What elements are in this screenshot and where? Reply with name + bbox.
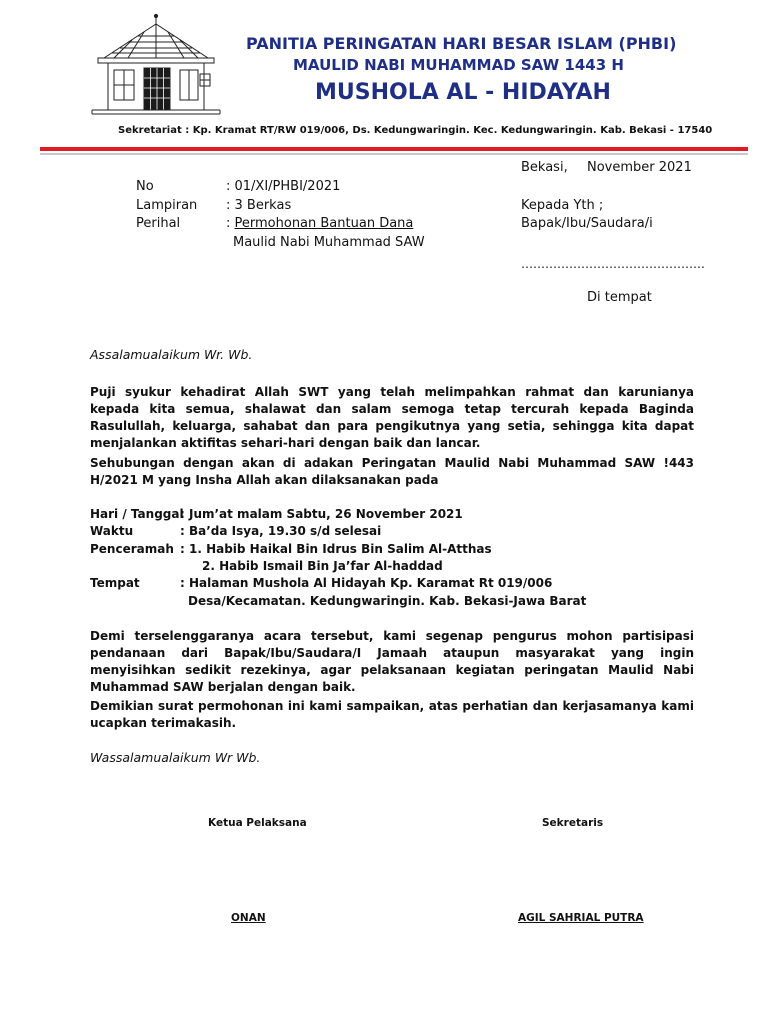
- penceramah-label: Penceramah: [90, 542, 174, 556]
- letter-city: Bekasi,: [521, 160, 568, 175]
- tempat-value-1: : Halaman Mushola Al Hidayah Kp. Karamat Rt 019/006: [180, 576, 553, 590]
- perihal-colon: :: [226, 216, 235, 231]
- hari-label: Hari / Tanggal: [90, 507, 184, 521]
- mosque-building-icon: [88, 12, 224, 120]
- closing-greeting: Wassalamualaikum Wr Wb.: [90, 750, 261, 765]
- signature-name-left: ONAN: [231, 912, 266, 924]
- recipient-kepada: Kepada Yth ;: [521, 198, 604, 213]
- waktu-value: : Ba’da Isya, 19.30 s/d selesai: [180, 524, 382, 538]
- org-title: PANITIA PERINGATAN HARI BESAR ISLAM (PHBI): [246, 34, 677, 53]
- event-title: MAULID NABI MUHAMMAD SAW 1443 H: [293, 56, 624, 74]
- no-label: No: [136, 179, 154, 194]
- penceramah-value-1: : 1. Habib Haikal Bin Idrus Bin Salim Al-Atthas: [180, 542, 492, 556]
- signature-name-right: AGIL SAHRIAL PUTRA: [518, 912, 644, 924]
- lampiran-label: Lampiran: [136, 198, 198, 213]
- header-divider-red: [40, 147, 748, 151]
- perihal-continuation: Maulid Nabi Muhammad SAW: [233, 235, 425, 250]
- paragraph-3: Demi terselenggaranya acara tersebut, kami segenap pengurus mohon partisipasi pendanaan dari Bapak/Ibu/Saudara/I Jamaah ataupun masyarakat yang ingin menyisihkan sedikit rezekinya, agar pelaksanaan kegiatan peringatan Maulid Nabi Muhammad SAW berjalan dengan baik.: [90, 629, 694, 694]
- detail-tempat: [90, 576, 552, 590]
- tempat-value-2: Desa/Kecamatan. Kedungwaringin. Kab. Bekasi-Jawa Barat: [188, 594, 587, 608]
- recipient-location: Di tempat: [587, 290, 652, 305]
- recipient-name: Bapak/Ibu/Saudara/i: [521, 216, 653, 231]
- signature-title-left: Ketua Pelaksana: [208, 817, 307, 829]
- perihal-subject: Permohonan Bantuan Dana: [234, 216, 414, 231]
- detail-hari: [90, 507, 463, 521]
- signature-title-right: Sekretaris: [542, 817, 604, 829]
- perihal-label: Perihal: [136, 216, 181, 231]
- detail-penceramah: [90, 542, 492, 556]
- hari-value: : Jum’at malam Sabtu, 26 November 2021: [180, 507, 463, 521]
- letter-date: November 2021: [587, 160, 692, 175]
- penceramah-value-2: 2. Habib Ismail Bin Ja’far Al-haddad: [202, 559, 443, 573]
- header-divider-gray: [40, 153, 748, 155]
- paragraph-4: Demikian surat permohonan ini kami sampaikan, atas perhatian dan kerjasamanya kami ucapkan terimakasih.: [90, 699, 694, 730]
- no-value: : 01/XI/PHBI/2021: [226, 179, 341, 194]
- tempat-label: Tempat: [90, 576, 140, 590]
- detail-waktu: [90, 524, 381, 538]
- perihal-value: [226, 216, 413, 231]
- opening-greeting: Assalamualaikum Wr. Wb.: [90, 347, 253, 362]
- secretariat-address: Sekretariat : Kp. Kramat RT/RW 019/006, Ds. Kedungwaringin. Kec. Kedungwaringin. Kab. Bekasi - 17540: [118, 125, 713, 136]
- paragraph-1: Puji syukur kehadirat Allah SWT yang telah melimpahkan rahmat dan karunianya kepada kita semua, shalawat dan salam semoga tetap tercurah kepada Baginda Rasulullah, keluarga, sahabat dan para pengikutnya yang setia, sehingga kita dapat menjalankan aktifitas sehari-hari dengan baik dan lancar.: [90, 385, 694, 450]
- mushola-title: MUSHOLA AL - HIDAYAH: [315, 80, 611, 105]
- paragraph-2: Sehubungan dengan akan di adakan Peringatan Maulid Nabi Muhammad SAW !443 H/2021 M yang Insha Allah akan dilaksanakan pada: [90, 456, 694, 487]
- recipient-dots: ……………………………………….: [521, 257, 705, 271]
- waktu-label: Waktu: [90, 524, 134, 538]
- lampiran-value: : 3 Berkas: [226, 198, 292, 213]
